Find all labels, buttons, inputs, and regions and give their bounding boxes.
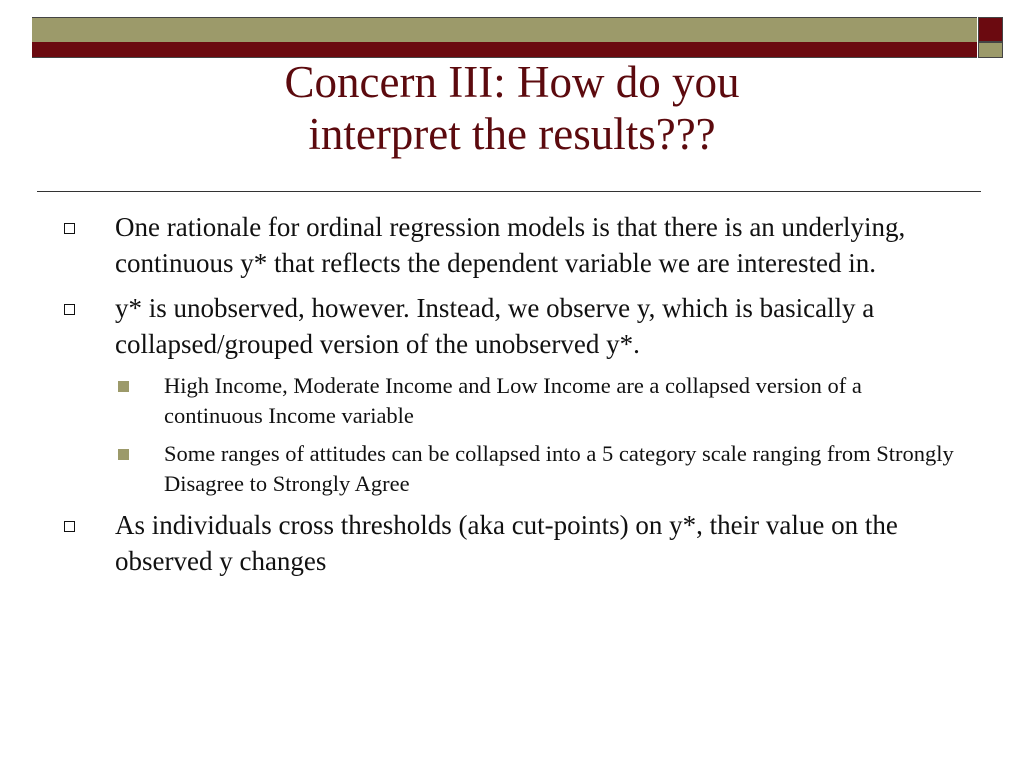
header-olive-bar bbox=[32, 17, 977, 44]
title-line-2: interpret the results??? bbox=[308, 109, 716, 159]
filled-square-bullet-icon bbox=[118, 381, 129, 392]
title-divider bbox=[37, 191, 981, 192]
sub-bullet-item bbox=[0, 439, 1024, 499]
slide-title bbox=[40, 56, 984, 160]
hollow-square-bullet-icon bbox=[64, 223, 75, 234]
bullet-item bbox=[0, 290, 1024, 362]
sub-bullet-text: Some ranges of attitudes can be collapsed into a 5 category scale ranging from Strongly Disagree to Strongly Agree bbox=[164, 441, 954, 496]
bullet-item bbox=[0, 507, 1024, 579]
hollow-square-bullet-icon bbox=[64, 521, 75, 532]
filled-square-bullet-icon bbox=[118, 449, 129, 460]
bullet-text: One rationale for ordinal regression models is that there is an underlying, continuous y* that reflects the dependent variable we are interested in. bbox=[115, 212, 906, 278]
title-line-1: Concern III: How do you bbox=[284, 57, 740, 107]
bullet-item bbox=[0, 209, 1024, 281]
bullet-text: As individuals cross thresholds (aka cut-points) on y*, their value on the observed y changes bbox=[115, 510, 898, 576]
header-maroon-square bbox=[978, 17, 1003, 42]
sub-bullet-text: High Income, Moderate Income and Low Income are a collapsed version of a continuous Income variable bbox=[164, 373, 862, 428]
slide-body bbox=[0, 209, 1024, 588]
sub-bullet-item bbox=[0, 371, 1024, 431]
bullet-text: y* is unobserved, however. Instead, we observe y, which is basically a collapsed/grouped version of the unobserved y*. bbox=[115, 293, 875, 359]
hollow-square-bullet-icon bbox=[64, 304, 75, 315]
